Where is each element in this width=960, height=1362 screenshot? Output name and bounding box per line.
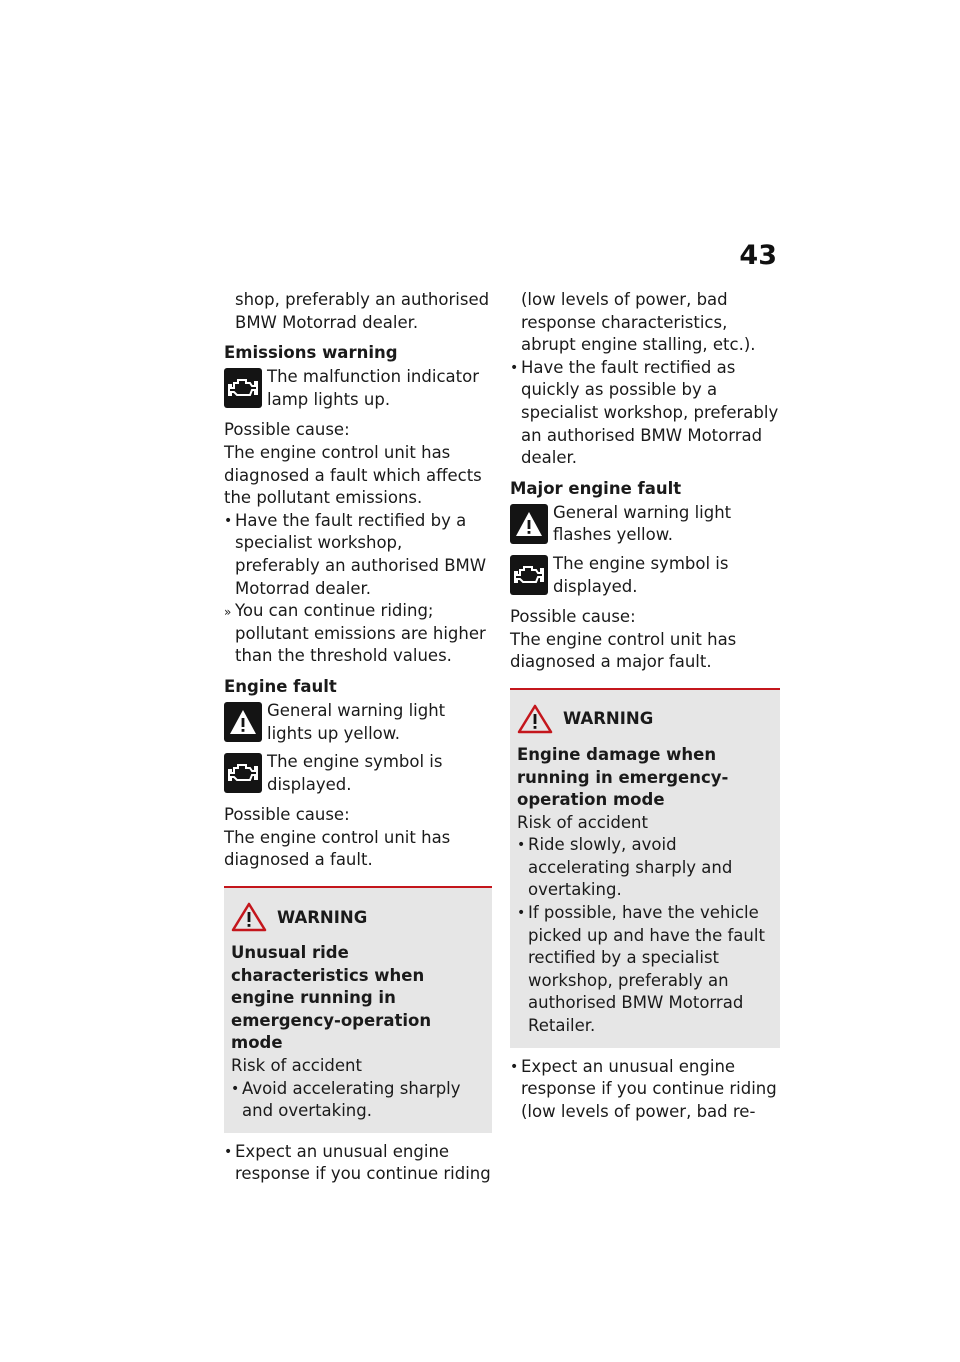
warning-box [510, 688, 780, 1048]
warning-triangle-icon [224, 702, 262, 742]
cause-text: The engine control unit has diagnosed a major fault. [510, 629, 737, 672]
cause-label: Possible cause: [510, 607, 636, 627]
left-column [224, 289, 492, 1186]
warning-light-text: General warning light flashes yellow. [553, 502, 732, 545]
emissions-icon-text: The malfunction indicator lamp lights up. [267, 367, 479, 409]
page-number: 43 [739, 240, 777, 271]
continued-text: shop, preferably an authorised BMW Motorrad dealer. [235, 290, 490, 332]
engine-check-icon [224, 753, 262, 793]
continued-text: (low levels of power, bad response characteristics, abrupt engine stalling, etc.). [521, 290, 756, 355]
cause-label: Possible cause: [224, 420, 350, 440]
warning-box [224, 886, 492, 1133]
warning-label: WARNING [563, 709, 654, 729]
engine-symbol-row [224, 751, 492, 796]
rectify-item: • Have the fault rectified as quickly as possible by a specialist workshop, preferably an authorised BMW Motorrad dealer. [510, 357, 779, 468]
action-item: • Have the fault rectified by a specialist workshop, preferably an authorised BMW Motorrad dealer. [224, 510, 487, 598]
engine-symbol-text: The engine symbol is displayed. [553, 553, 729, 596]
emissions-warning-heading: Emissions warning [224, 343, 398, 363]
warning-label: WARNING [277, 907, 368, 927]
expect-item: • Expect an unusual engine response if you continue riding [224, 1141, 491, 1184]
cause-text: The engine control unit has diagnosed a fault which affects the pollutant emissions. [224, 442, 482, 508]
engine-fault-heading: Engine fault [224, 676, 337, 696]
expect-item: • Expect an unusual engine response if you continue riding (low levels of power, bad re- [510, 1056, 777, 1121]
warning-risk: Risk of accident [231, 1056, 362, 1076]
warning-title: Engine damage when running in emergency-operation mode [517, 744, 729, 810]
major-engine-fault-heading: Major engine fault [510, 478, 682, 498]
cause-label: Possible cause: [224, 805, 350, 825]
emissions-icon-row [224, 366, 492, 411]
result-item: » You can continue riding; pollutant emissions are higher than the threshold values. [224, 601, 486, 666]
warning-triangle-icon [231, 902, 267, 932]
engine-check-icon [510, 555, 548, 595]
warning-triangle-icon [510, 504, 548, 544]
engine-symbol-text: The engine symbol is displayed. [267, 752, 443, 794]
warning-header [231, 902, 485, 932]
warning-item: • Avoid accelerating sharply and overtaking. [231, 1078, 461, 1121]
warning-light-row [224, 700, 492, 745]
warning-triangle-icon [517, 704, 553, 734]
warning-light-text: General warning light lights up yellow. [267, 700, 446, 743]
engine-symbol-row [510, 553, 780, 598]
right-column [510, 289, 780, 1123]
warning-title: Unusual ride characteristics when engine running in emergency-operation mode [231, 943, 432, 1053]
warning-risk: Risk of accident [517, 812, 648, 832]
warning-item: • Ride slowly, avoid accelerating sharply and overtaking. [517, 835, 733, 900]
warning-light-row [510, 502, 780, 547]
engine-check-icon [224, 368, 262, 408]
warning-header [517, 704, 773, 734]
warning-item: • If possible, have the vehicle picked up and have the fault rectified by a specialist workshop, preferably an authorised BMW Motorrad Retailer. [517, 903, 765, 1036]
cause-text: The engine control unit has diagnosed a fault. [224, 827, 451, 870]
